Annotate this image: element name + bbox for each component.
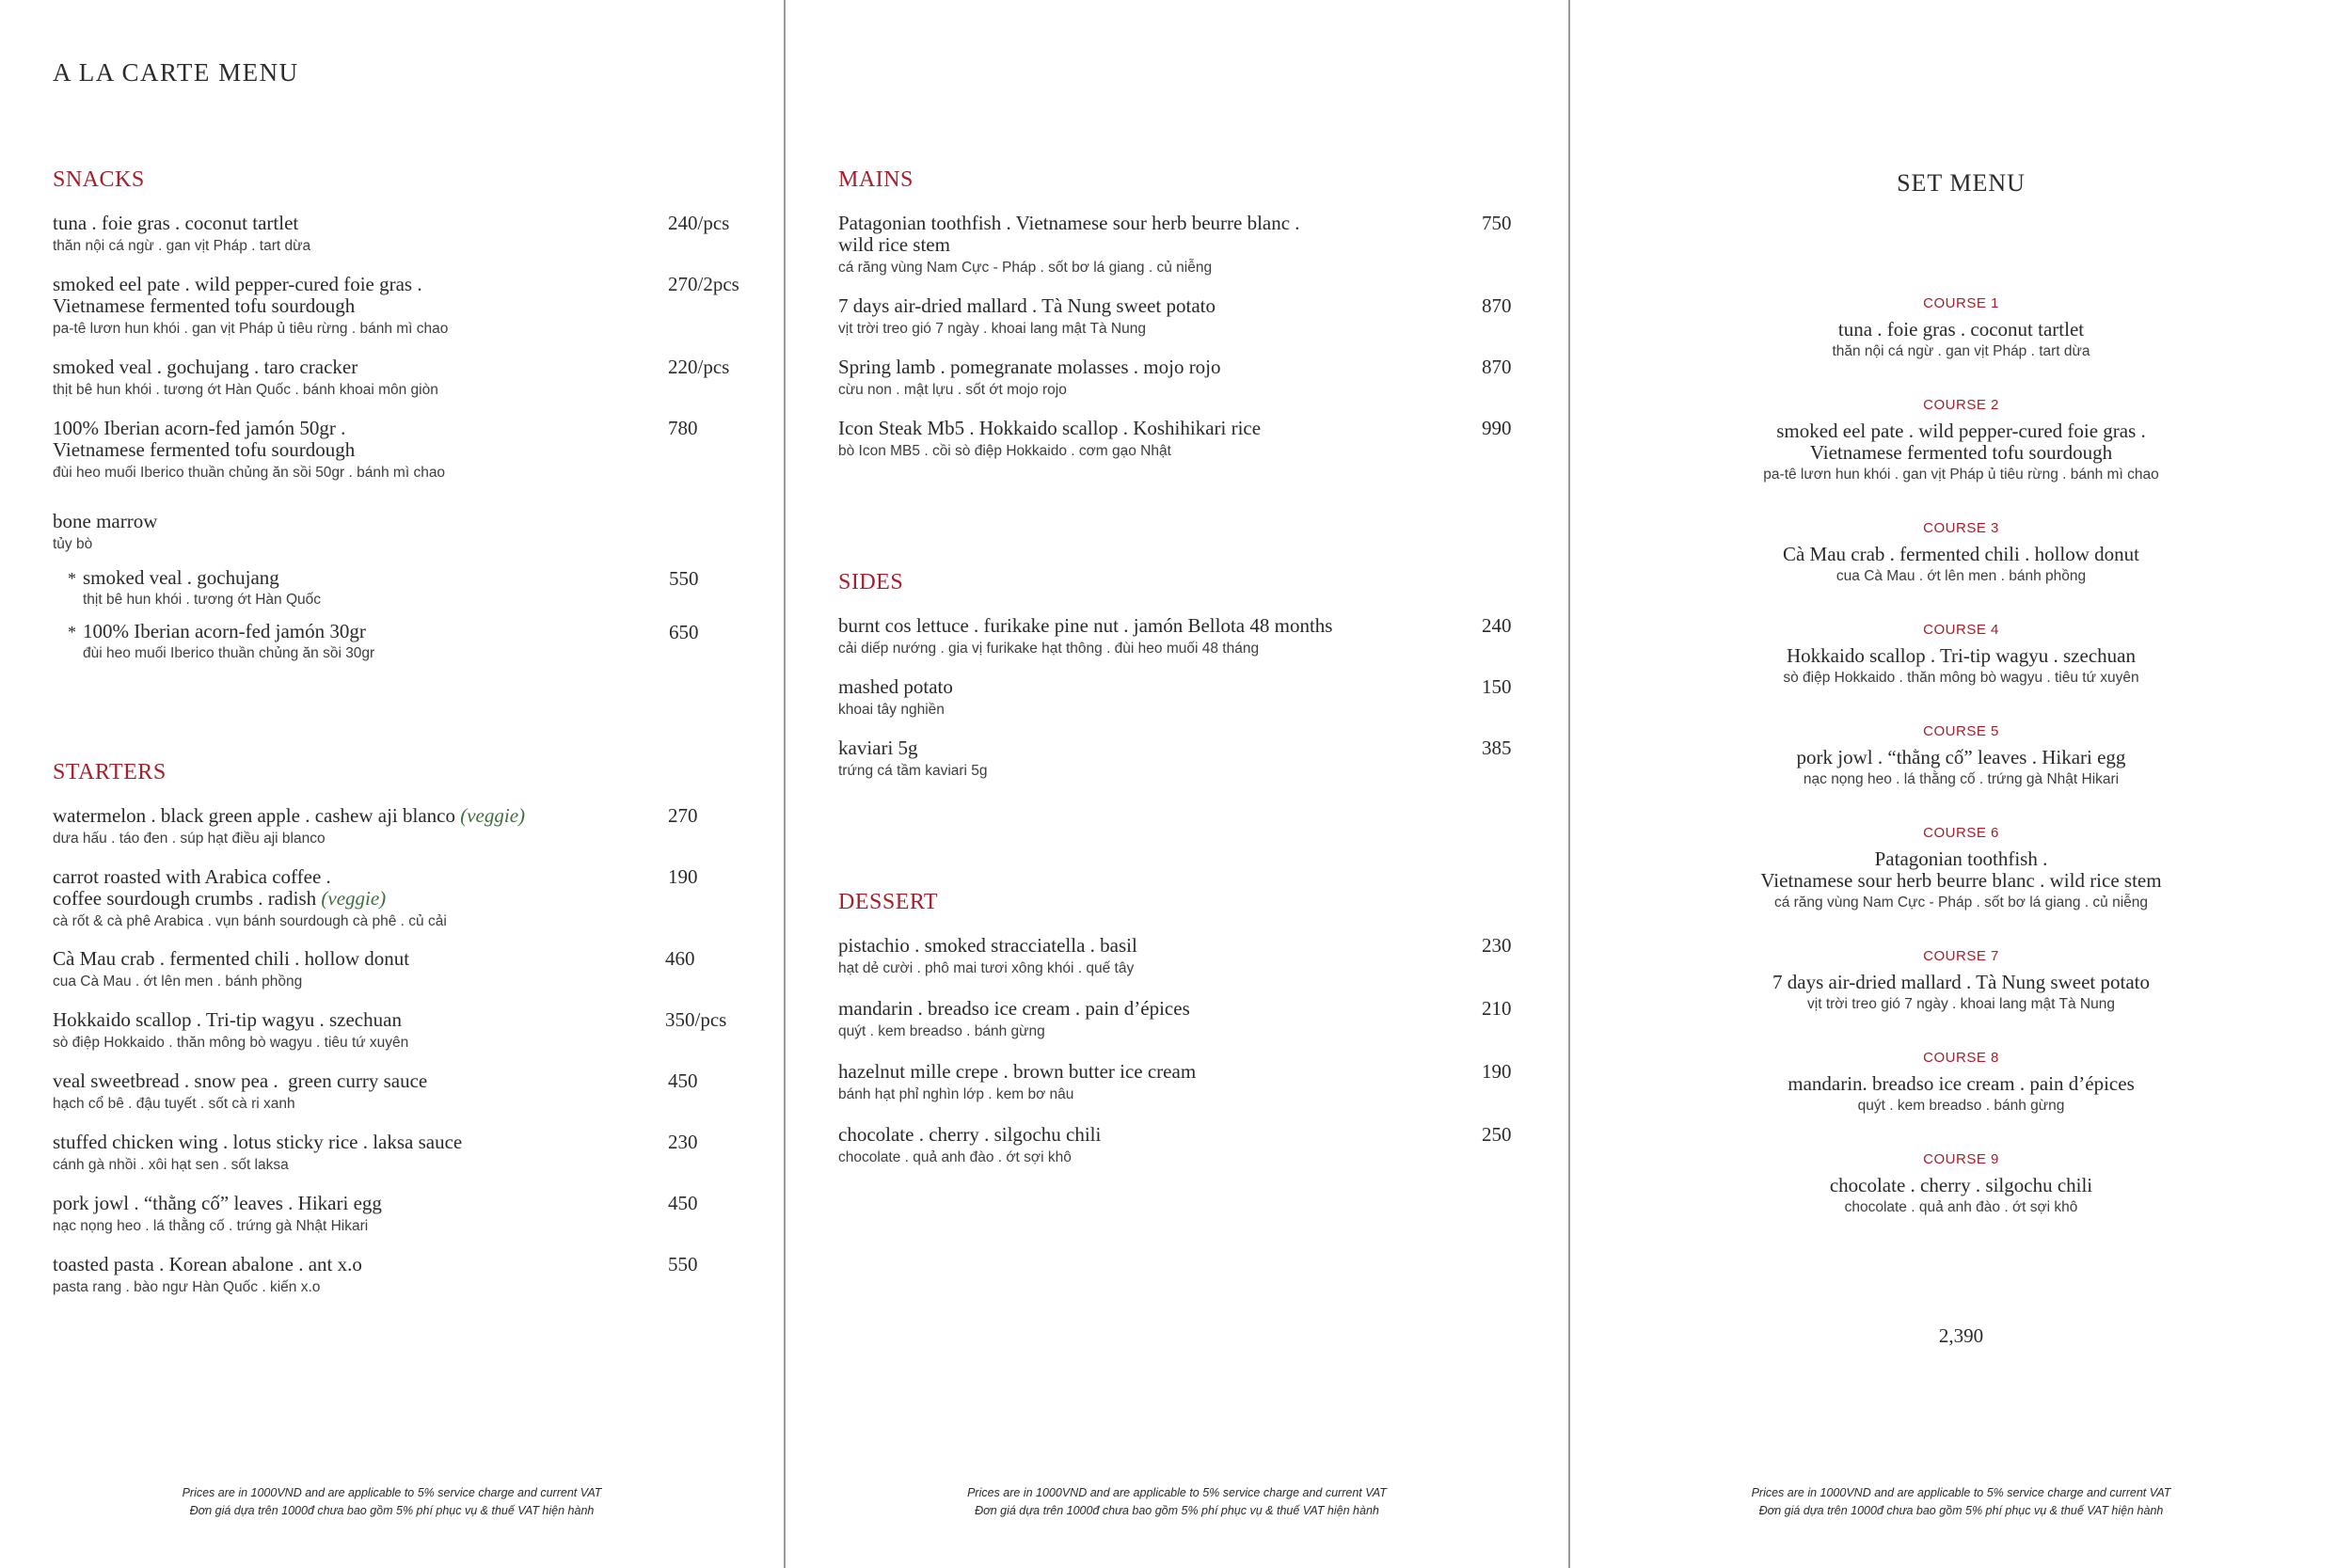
item-sub: đùi heo muối Iberico thuần chủng ăn sồi 30gr [83,645,375,661]
item-sub: thịt bê hun khói . tương ớt Hàn Quốc . bánh khoai môn giòn [53,382,438,398]
course-sub: sò điệp Hokkaido . thăn mông bò wagyu . tiêu tứ xuyên [1783,670,2139,686]
item-name: pistachio . smoked stracciatella . basil [838,934,1137,957]
course-name: chocolate . cherry . silgochu chili [1829,1174,2093,1196]
snack-item [53,418,749,483]
starter-item [53,1132,749,1175]
course-name: mandarin. breadso ice cream . pain d’épices [1788,1072,2135,1095]
course-name: pork jowl . “thằng cố” leaves . Hikari egg [1796,746,2126,768]
footnote-line-vi: Đơn giá dựa trên 1000đ chưa bao gồm 5% phí phục vụ & thuế VAT hiện hành [975,1504,1379,1517]
item-name: pork jowl . “thằng cố” leaves . Hikari egg [53,1192,382,1214]
snack-item [53,356,749,400]
item-price: 190 [668,865,698,888]
item-price: 750 [1482,212,1512,234]
set-menu-price: 2,390 [1938,1324,1984,1347]
item-sub: chocolate . quả anh đào . ớt sợi khô [838,1149,1072,1165]
item-sub: pasta rang . bào ngư Hàn Quốc . kiến x.o [53,1279,321,1295]
item-name: Patagonian toothfish . Vietnamese sour herb beurre blanc . wild rice stem [838,212,1300,256]
item-price: 550 [669,567,699,590]
section-title-sides: SIDES [838,570,904,594]
course-sub: thăn nội cá ngừ . gan vịt Pháp . tart dừa [1832,343,2090,359]
item-name-line1: carrot roasted with Arabica coffee . [53,865,331,888]
snack-item [53,274,749,339]
item-price: 990 [1482,417,1512,439]
item-name: 7 days air-dried mallard . Tà Nung sweet potato [838,294,1216,317]
item-name: chocolate . cherry . silgochu chili [838,1123,1102,1146]
item-sub: cà rốt & cà phê Arabica . vụn bánh sourdough cà phê . củ cải [53,913,447,929]
section-title-dessert: DESSERT [838,890,939,914]
item-name: Cà Mau crab . fermented chili . hollow donut [53,947,410,970]
course-sub: pa-tê lươn hun khói . gan vịt Pháp ủ tiêu rừng . bánh mì chao [1763,467,2159,483]
item-sub: pa-tê lươn hun khói . gan vịt Pháp ủ tiêu rừng . bánh mì chao [53,321,449,337]
item-sub: sò điệp Hokkaido . thăn mông bò wagyu . tiêu tứ xuyên [53,1035,409,1051]
course-name: Cà Mau crab . fermented chili . hollow donut [1782,543,2140,565]
menu-title: A LA CARTE MENU [53,58,299,87]
main-item [838,356,1534,400]
item-sub: cua Cà Mau . ớt lên men . bánh phồng [53,974,303,990]
item-sub: hạch cổ bê . đậu tuyết . sốt cà ri xanh [53,1096,295,1112]
item-name: 100% Iberian acorn-fed jamón 50gr . Vietnamese fermented tofu sourdough [53,417,356,461]
side-item [838,615,1534,658]
item-name: smoked veal . gochujang [83,566,279,589]
panel-a-la-carte-left [0,0,784,1568]
bullet-mark: * [68,569,76,588]
item-price: 270 [668,804,698,827]
item-price: 150 [1482,675,1512,698]
item-name: burnt cos lettuce . furikake pine nut . jamón Bellota 48 months [838,614,1333,637]
footnote-line-vi: Đơn giá dựa trên 1000đ chưa bao gồm 5% phí phục vụ & thuế VAT hiện hành [189,1504,595,1517]
main-item [838,295,1534,339]
set-menu-title: SET MENU [1897,169,2026,197]
item-name: bone marrow [53,510,158,532]
dessert-item [838,998,1534,1041]
item-price: 450 [668,1192,698,1214]
item-sub: thăn nội cá ngừ . gan vịt Pháp . tart dừa [53,238,311,254]
item-sub: đùi heo muối Iberico thuần chủng ăn sồi 50gr . bánh mì chao [53,465,446,481]
course [1570,1151,2352,1217]
course-name: Hokkaido scallop . Tri-tip wagyu . szechuan [1787,644,2136,667]
item-name: veal sweetbread . snow pea . green curry sauce [53,1069,428,1092]
footnote-line-en: Prices are in 1000VND and are applicable to 5% service charge and current VAT [182,1486,602,1499]
bullet-mark: * [68,623,76,641]
item-price: 650 [669,621,699,643]
item-name [53,805,617,827]
course [1570,397,2352,484]
veggie-tag: (veggie) [321,887,387,910]
bone-marrow-option [68,567,726,610]
course-label: COURSE 4 [1923,622,1999,638]
item-price: 780 [668,417,698,439]
course [1570,295,2352,361]
course-label: COURSE 1 [1923,295,1999,311]
item-name: smoked eel pate . wild pepper-cured foie gras . Vietnamese fermented tofu sourdough [53,273,422,317]
course-label: COURSE 3 [1923,520,1999,536]
item-name-text: watermelon . black green apple . cashew aji blanco [53,804,455,827]
dessert-item [838,1061,1534,1104]
bone-marrow-option [68,621,726,663]
course [1570,520,2352,586]
item-price: 210 [1482,997,1512,1020]
item-price: 385 [1482,736,1512,759]
item-price: 250 [1482,1123,1512,1146]
course-label: COURSE 5 [1923,723,1999,739]
course-sub: quýt . kem breadso . bánh gừng [1857,1098,2065,1114]
price-footnote [786,1484,1568,1520]
item-sub: cải diếp nướng . gia vị furikake hạt thông . đùi heo muối 48 tháng [838,641,1260,657]
item-price: 870 [1482,356,1512,378]
price-footnote [1570,1484,2352,1520]
course-sub: nạc nọng heo . lá thằng cố . trứng gà Nhật Hikari [1803,771,2120,787]
course-label: COURSE 6 [1923,825,1999,841]
starter-item [53,805,749,848]
course [1570,723,2352,789]
item-price: 450 [668,1069,698,1092]
course-name: tuna . foie gras . coconut tartlet [1837,318,2085,341]
price-footnote [0,1484,784,1520]
item-sub: thịt bê hun khói . tương ớt Hàn Quốc [83,592,322,608]
veggie-tag: (veggie) [460,804,526,827]
dessert-item [838,1124,1534,1167]
item-sub: quýt . kem breadso . bánh gừng [838,1023,1045,1039]
item-name-line2: coffee sourdough crumbs . radish [53,887,317,910]
course [1570,825,2352,912]
side-item [838,737,1534,781]
item-price: 220/pcs [668,356,730,378]
item-name [53,866,617,910]
course-label: COURSE 7 [1923,948,1999,964]
course-name: smoked eel pate . wild pepper-cured foie gras . Vietnamese fermented tofu sourdough [1776,420,2146,464]
item-price: 550 [668,1253,698,1275]
panel-a-la-carte-right [784,0,1568,1568]
course [1570,948,2352,1014]
item-name: mandarin . breadso ice cream . pain d’épices [838,997,1190,1020]
section-title-mains: MAINS [838,167,914,192]
section-title-snacks: SNACKS [53,167,145,192]
item-name: tuna . foie gras . coconut tartlet [53,212,299,234]
starter-item [53,1193,749,1236]
item-price: 350/pcs [665,1008,727,1031]
item-sub: hạt dẻ cười . phô mai tươi xông khói . quế tây [838,960,1135,976]
main-item [838,213,1534,277]
item-sub: trứng cá tầm kaviari 5g [838,763,988,779]
side-item [838,676,1534,720]
snack-item-bone-marrow [53,511,749,554]
main-item [838,418,1534,461]
item-sub: bánh hạt phỉ nghìn lớp . kem bơ nâu [838,1086,1074,1102]
footnote-line-en: Prices are in 1000VND and are applicable to 5% service charge and current VAT [1751,1486,2171,1499]
course-label: COURSE 9 [1923,1151,1999,1167]
footnote-line-vi: Đơn giá dựa trên 1000đ chưa bao gồm 5% phí phục vụ & thuế VAT hiện hành [1758,1504,2164,1517]
course-label: COURSE 8 [1923,1050,1999,1066]
course-sub: cua Cà Mau . ớt lên men . bánh phồng [1836,568,2087,584]
item-sub: tủy bò [53,536,93,552]
course-label: COURSE 2 [1923,397,1999,413]
course-sub: vịt trời treo gió 7 ngày . khoai lang mật Tà Nung [1807,996,2115,1012]
item-sub: cừu non . mật lựu . sốt ớt mojo rojo [838,382,1067,398]
item-name: Spring lamb . pomegranate molasses . mojo rojo [838,356,1221,378]
item-name: smoked veal . gochujang . taro cracker [53,356,358,378]
section-title-starters: STARTERS [53,760,167,784]
item-price: 870 [1482,294,1512,317]
item-price: 190 [1482,1060,1512,1083]
item-price: 230 [668,1131,698,1153]
starter-item [53,1070,749,1114]
course [1570,622,2352,688]
course [1570,1050,2352,1116]
starter-item [53,948,749,991]
item-name: toasted pasta . Korean abalone . ant x.o [53,1253,362,1275]
item-name: stuffed chicken wing . lotus sticky rice . laksa sauce [53,1131,463,1153]
item-sub: vịt trời treo gió 7 ngày . khoai lang mật Tà Nung [838,321,1146,337]
item-price: 240/pcs [668,212,730,234]
course-name: 7 days air-dried mallard . Tà Nung sweet potato [1772,971,2150,993]
item-price: 240 [1482,614,1512,637]
item-price: 270/2pcs [668,273,739,295]
snack-item [53,213,749,256]
footnote-line-en: Prices are in 1000VND and are applicable to 5% service charge and current VAT [967,1486,1387,1499]
item-sub: dưa hấu . táo đen . súp hạt điều aji blanco [53,831,326,847]
item-price: 460 [665,947,695,970]
course-name: Patagonian toothfish . Vietnamese sour herb beurre blanc . wild rice stem [1760,847,2162,892]
item-sub: cánh gà nhồi . xôi hạt sen . sốt laksa [53,1157,289,1173]
dessert-item [838,935,1534,978]
starter-item [53,866,749,931]
item-name: 100% Iberian acorn-fed jamón 30gr [83,620,366,642]
item-sub: cá răng vùng Nam Cực - Pháp . sốt bơ lá giang . củ niễng [838,260,1213,276]
item-name: Hokkaido scallop . Tri-tip wagyu . szechuan [53,1008,402,1031]
item-sub: nạc nọng heo . lá thằng cố . trứng gà Nhật Hikari [53,1218,369,1234]
item-name: Icon Steak Mb5 . Hokkaido scallop . Koshihikari rice [838,417,1262,439]
starter-item [53,1254,749,1297]
item-price: 230 [1482,934,1512,957]
starter-item [53,1009,749,1053]
item-sub: bò Icon MB5 . cồi sò điệp Hokkaido . cơm gạo Nhật [838,443,1171,459]
item-name: mashed potato [838,675,953,698]
item-name: hazelnut mille crepe . brown butter ice cream [838,1060,1197,1083]
course-sub: chocolate . quả anh đào . ớt sợi khô [1844,1199,2078,1215]
panel-set-menu [1568,0,2352,1568]
course-sub: cá răng vùng Nam Cực - Pháp . sốt bơ lá giang . củ niễng [1773,895,2149,911]
item-name: kaviari 5g [838,736,918,759]
item-sub: khoai tây nghiền [838,702,945,718]
